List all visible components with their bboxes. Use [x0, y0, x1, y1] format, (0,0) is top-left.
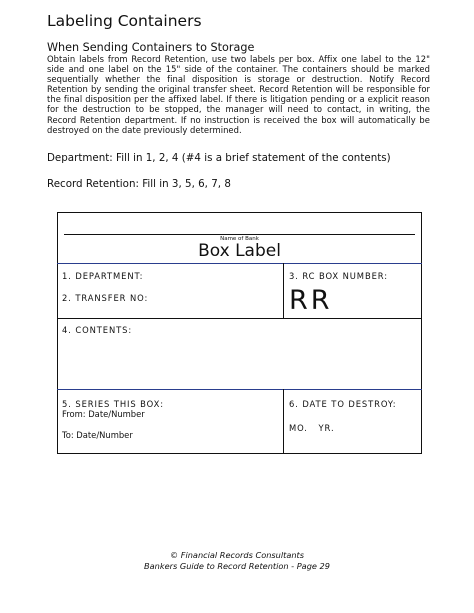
month-year-label: MO. YR.	[289, 423, 335, 433]
from-date-label: From: Date/Number	[62, 409, 145, 419]
contents-field-label: 4. CONTENTS:	[62, 325, 133, 335]
series-field-label: 5. SERIES THIS BOX:	[62, 399, 164, 409]
instructions-paragraph: Obtain labels from Record Retention, use two labels per box. Affix one label to the 12" side and one label on the 15" side of the container. The containers should be marked sequentially whether the final disposition is storage or destruction. Notify Record Retention by sending the original transfer sheet. Record Retention will be responsible for the final disposition per the affixed label. If there is litigation pending or a explicit reason for the destruction to be stopped, the manager will need to contact, in writing, the Record Retention department. If no instruction is received the box will automatically be destroyed on the date previously determined.	[47, 54, 430, 135]
department-instruction: Department: Fill in 1, 2, 4 (#4 is a brief statement of the contents)	[47, 152, 391, 164]
divider	[57, 263, 422, 264]
date-to-destroy-field-label: 6. DATE TO DESTROY:	[289, 399, 397, 409]
divider	[57, 389, 422, 390]
footer-page-info: Bankers Guide to Record Retention - Page 29	[144, 561, 330, 571]
rc-box-number-field-label: 3. RC BOX NUMBER:	[289, 271, 388, 281]
retention-instruction: Record Retention: Fill in 3, 5, 6, 7, 8	[47, 178, 231, 190]
transfer-no-field-label: 2. TRANSFER NO:	[62, 293, 149, 303]
box-label-title: Box Label	[198, 241, 281, 261]
section-heading: When Sending Containers to Storage	[47, 41, 255, 54]
to-date-label: To: Date/Number	[62, 430, 133, 440]
footer-copyright: © Financial Records Consultants	[169, 550, 305, 560]
divider	[283, 263, 284, 318]
rc-box-number-value: RR	[289, 285, 333, 316]
divider	[283, 389, 284, 454]
bank-name-line	[64, 234, 415, 235]
divider	[57, 318, 422, 319]
page-title: Labeling Containers	[47, 12, 202, 30]
department-field-label: 1. DEPARTMENT:	[62, 271, 144, 281]
bank-name-caption: Name of Bank	[220, 236, 259, 242]
